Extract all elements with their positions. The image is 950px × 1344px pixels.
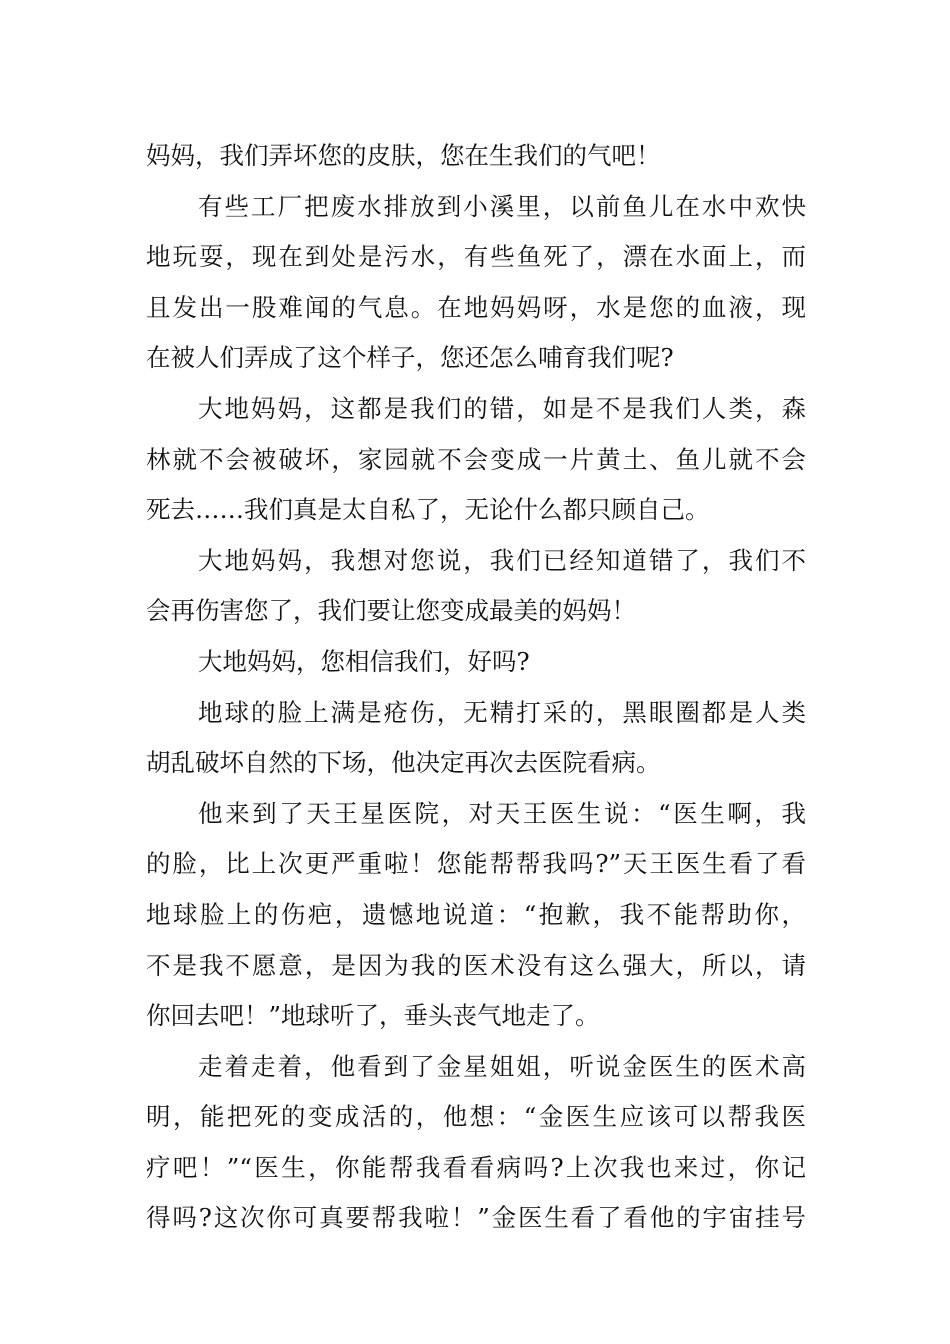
paragraph-start-line: 他来到了天王星医院，对天王医生说：“医生啊，我 [198,798,806,828]
paragraph-start-line: 大地妈妈，我想对您说，我们已经知道错了，我们不 [198,545,806,575]
text-line: 且发出一股难闻的气息。在地妈妈呀，水是您的血液，现 [146,292,806,322]
paragraph-start-line: 有些工厂把废水排放到小溪里，以前鱼儿在水中欢快 [198,191,806,221]
text-line: 在被人们弄成了这个样子，您还怎么哺育我们呢? [146,343,674,373]
text-line: 疗吧！”“医生，你能帮我看看病吗?上次我也来过，你记 [146,1152,806,1182]
text-line: 你回去吧！”地球听了，垂头丧气地走了。 [146,1001,600,1031]
text-line: 死去……我们真是太自私了，无论什么都只顾自己。 [146,495,710,525]
paragraph-start-line: 大地妈妈，您相信我们，好吗? [198,646,530,676]
text-line: 林就不会被破坏，家园就不会变成一片黄土、鱼儿就不会 [146,444,806,474]
text-line: 地球脸上的伤疤，遗憾地说道：“抱歉，我不能帮助你， [146,899,806,929]
text-line: 会再伤害您了，我们要让您变成最美的妈妈！ [146,596,636,626]
paragraph-start-line: 大地妈妈，这都是我们的错，如是不是我们人类，森 [198,393,806,423]
text-line: 得吗?这次你可真要帮我啦！”金医生看了看他的宇宙挂号 [146,1203,806,1233]
body-text [146,131,806,1244]
text-line: 的脸，比上次更严重啦！您能帮帮我吗?”天王医生看了看 [146,849,806,879]
text-line: 妈妈，我们弄坏您的皮肤，您在生我们的气吧！ [146,141,661,170]
paragraph-start-line: 走着走着，他看到了金星姐姐，听说金医生的医术高 [198,1051,806,1081]
text-line: 胡乱破坏自然的下场，他决定再次去医院看病。 [146,748,661,778]
text-line: 地玩耍，现在到处是污水，有些鱼死了，漂在水面上，而 [146,242,806,272]
paragraph-start-line: 地球的脸上满是疮伤，无精打采的，黑眼圈都是人类 [198,697,806,727]
text-line: 不是我不愿意，是因为我的医术没有这么强大，所以，请 [146,950,806,980]
text-line: 明，能把死的变成活的，他想：“金医生应该可以帮我医 [146,1102,806,1132]
